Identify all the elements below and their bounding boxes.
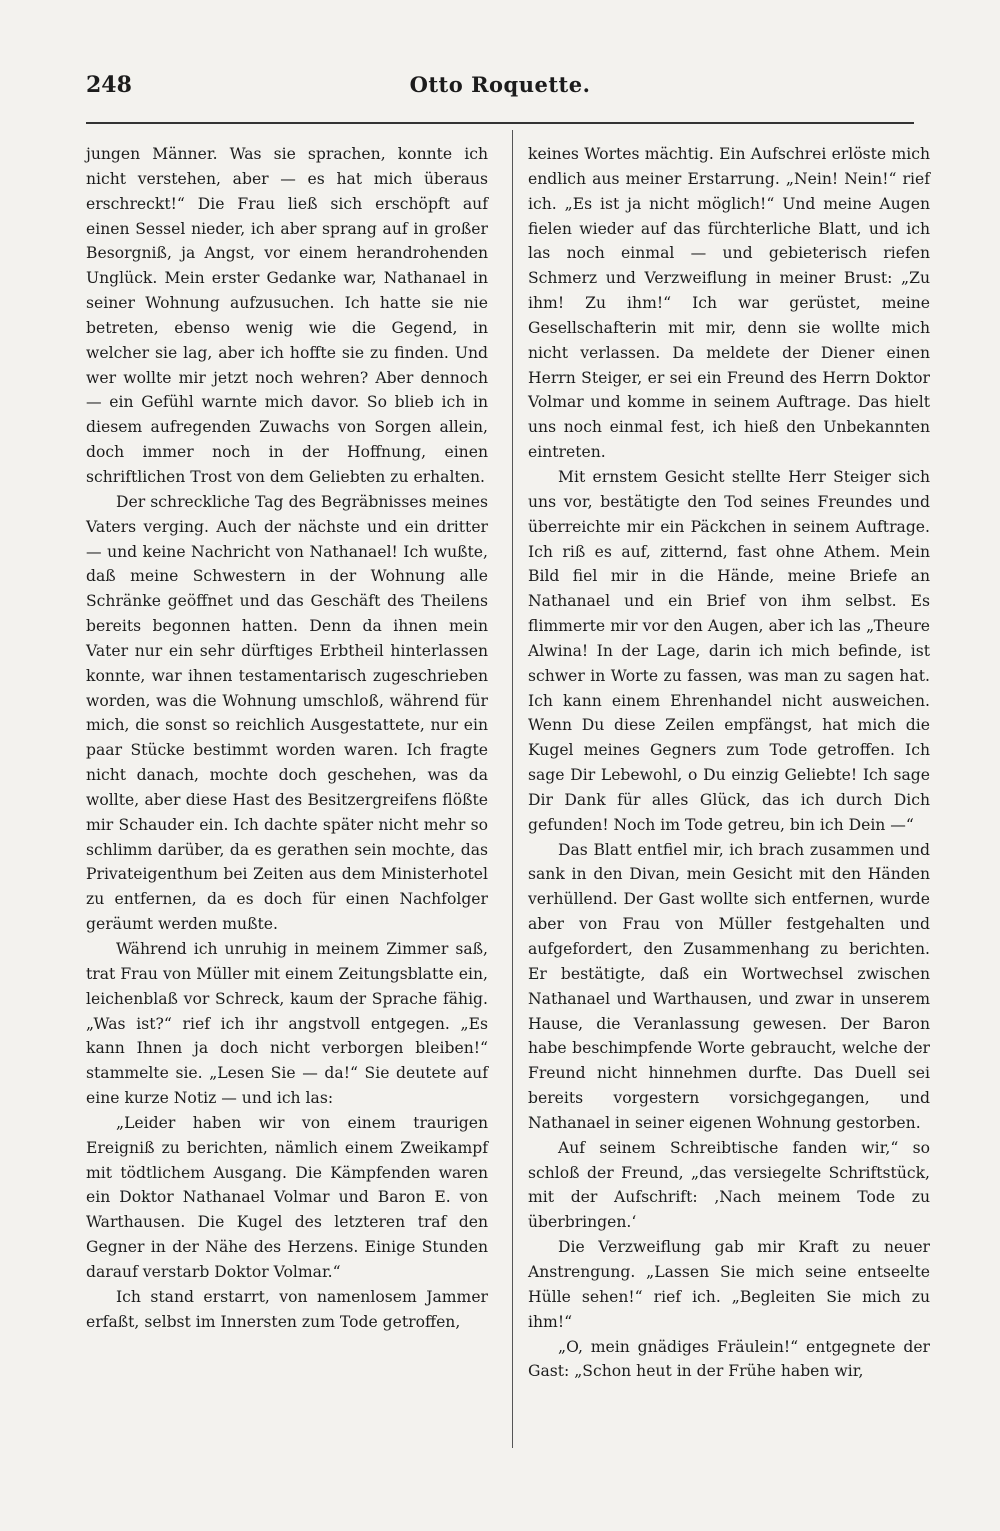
paragraph: „Leider haben wir von einem traurigen Ereigniß zu berichten, nämlich einem Zweikampf mit tödtlichem Ausgang. Die Kämpfenden waren ein Doktor Nathanael Volmar und Baron E. von Warthausen. Die Kugel des letzteren traf den Gegner in der Nähe des Herzens. Einige Stunden darauf verstarb Doktor Volmar.“ xyxy=(86,1113,488,1281)
page-number: 248 xyxy=(86,72,132,98)
page-header xyxy=(86,72,914,112)
paragraph: jungen Männer. Was sie sprachen, konnte ich nicht verstehen, aber — es hat mich überaus erschreckt!“ Die Frau ließ sich erschöpft auf einen Sessel nieder, ich aber sprang auf in großer Besorgniß, ja Angst, vor einem herandrohenden Unglück. Mein erster Gedanke war, Nathanael in seiner Wohnung aufzusuchen. Ich hatte sie nie betreten, ebenso wenig wie die Gegend, in welcher sie lag, aber ich hoffte sie zu finden. Und wer wollte mir jetzt noch wehren? Aber dennoch — ein Gefühl warnte mich davor. So blieb ich in diesem aufregenden Zuwachs von Sorgen allein, doch immer noch in der Hoffnung, einen schriftlichen Trost von dem Geliebten zu erhalten. xyxy=(86,145,488,486)
paragraph: Mit ernstem Gesicht stellte Herr Steiger sich uns vor, bestätigte den Tod seines Freundes und überreichte mir ein Päckchen in seinem Auftrage. Ich riß es auf, zitternd, fast ohne Athem. Mein Bild fiel mir in die Hände, meine Briefe an Nathanael und ein Brief von ihm selbst. Es flimmerte mir vor den Augen, aber ich las „Theure Alwina! In der Lage, darin ich mich befinde, ist schwer in Worte zu fassen, was man zu sagen hat. Ich kann einem Ehrenhandel nicht ausweichen. Wenn Du diese Zeilen empfängst, hat mich die Kugel meines Gegners zum Tode getroffen. Ich sage Dir Lebewohl, o Du einzig Geliebte! Ich sage Dir Dank für alles Glück, das ich durch Dich gefunden! Noch im Tode getreu, bin ich Dein —“ xyxy=(528,467,930,834)
header-rule xyxy=(86,122,914,124)
paragraph: keines Wortes mächtig. Ein Aufschrei erlöste mich endlich aus meiner Erstarrung. „Nein! Nein!“ rief ich. „Es ist ja nicht möglich!“ Und meine Augen fielen wieder auf das fürchterliche Blatt, und ich las noch einmal — und gebieterisch riefen Schmerz und Verzweiflung in meiner Brust: „Zu ihm! Zu ihm!“ Ich war gerüstet, meine Gesellschafterin mit mir, denn sie wollte mich nicht verlassen. Da meldete der Diener einen Herrn Steiger, er sei ein Freund des Herrn Doktor Volmar und komme in seinem Auftrage. Das hielt uns noch einmal fest, ich hieß den Unbekannten eintreten. xyxy=(528,145,930,462)
paragraph: Der schreckliche Tag des Begräbnisses meines Vaters verging. Auch der nächste und ein dritter — und keine Nachricht von Nathanael! Ich wußte, daß meine Schwestern in der Wohnung alle Schränke geöffnet und das Geschäft des Theilens bereits begonnen hatten. Denn da ihnen mein Vater nur ein sehr dürftiges Erbtheil hinterlassen konnte, war ihnen testamentarisch zugeschrieben worden, was die Wohnung umschloß, während für mich, die sonst so reichlich Ausgestattete, nur ein paar Stücke bestimmt worden waren. Ich fragte nicht danach, mochte doch geschehen, was da wollte, aber diese Hast des Besitzergreifens flößte mir Schauder ein. Ich dachte später nicht mehr so schlimm darüber, da es gerathen sein mochte, das Privateigenthum bei Zeiten aus dem Ministerhotel zu entfernen, da es doch für einen Nachfolger geräumt werden mußte. xyxy=(86,492,488,934)
column-divider xyxy=(512,130,513,1448)
right-column xyxy=(528,142,930,1384)
paragraph: Das Blatt entfiel mir, ich brach zusammen und sank in den Divan, mein Gesicht mit den Händen verhüllend. Der Gast wollte sich entfernen, wurde aber von Frau von Müller festgehalten und aufgefordert, den Zusammenhang zu berichten. Er bestätigte, daß ein Wortwechsel zwischen Nathanael und Warthausen, und zwar in unserem Hause, die Veranlassung gewesen. Der Baron habe beschimpfende Worte gebraucht, welche der Freund nicht hinnehmen durfte. Das Duell sei bereits vorgestern vorsichgegangen, und Nathanael in seiner eigenen Wohnung gestorben. xyxy=(528,840,930,1132)
running-head: Otto Roquette. xyxy=(409,72,591,97)
paragraph: Ich stand erstarrt, von namenlosem Jammer erfaßt, selbst im Innersten zum Tode getroffen, xyxy=(86,1287,488,1331)
left-column xyxy=(86,142,488,1335)
paragraph: Während ich unruhig in meinem Zimmer saß, trat Frau von Müller mit einem Zeitungsblatte ein, leichenblaß vor Schreck, kaum der Sprache fähig. „Was ist?“ rief ich ihr angstvoll entgegen. „Es kann Ihnen ja doch nicht verborgen bleiben!“ stammelte sie. „Lesen Sie — da!“ Sie deutete auf eine kurze Notiz — und ich las: xyxy=(86,940,488,1108)
paragraph: Die Verzweiflung gab mir Kraft zu neuer Anstrengung. „Lassen Sie mich seine entseelte Hülle sehen!“ rief ich. „Begleiten Sie mich zu ihm!“ xyxy=(528,1238,930,1331)
paragraph: Auf seinem Schreibtische fanden wir,“ so schloß der Freund, „das versiegelte Schriftstück, mit der Aufschrift: ‚Nach meinem Tode zu überbringen.‘ xyxy=(528,1138,930,1232)
paragraph: „O, mein gnädiges Fräulein!“ entgegnete der Gast: „Schon heut in der Frühe haben wir, xyxy=(528,1337,930,1381)
